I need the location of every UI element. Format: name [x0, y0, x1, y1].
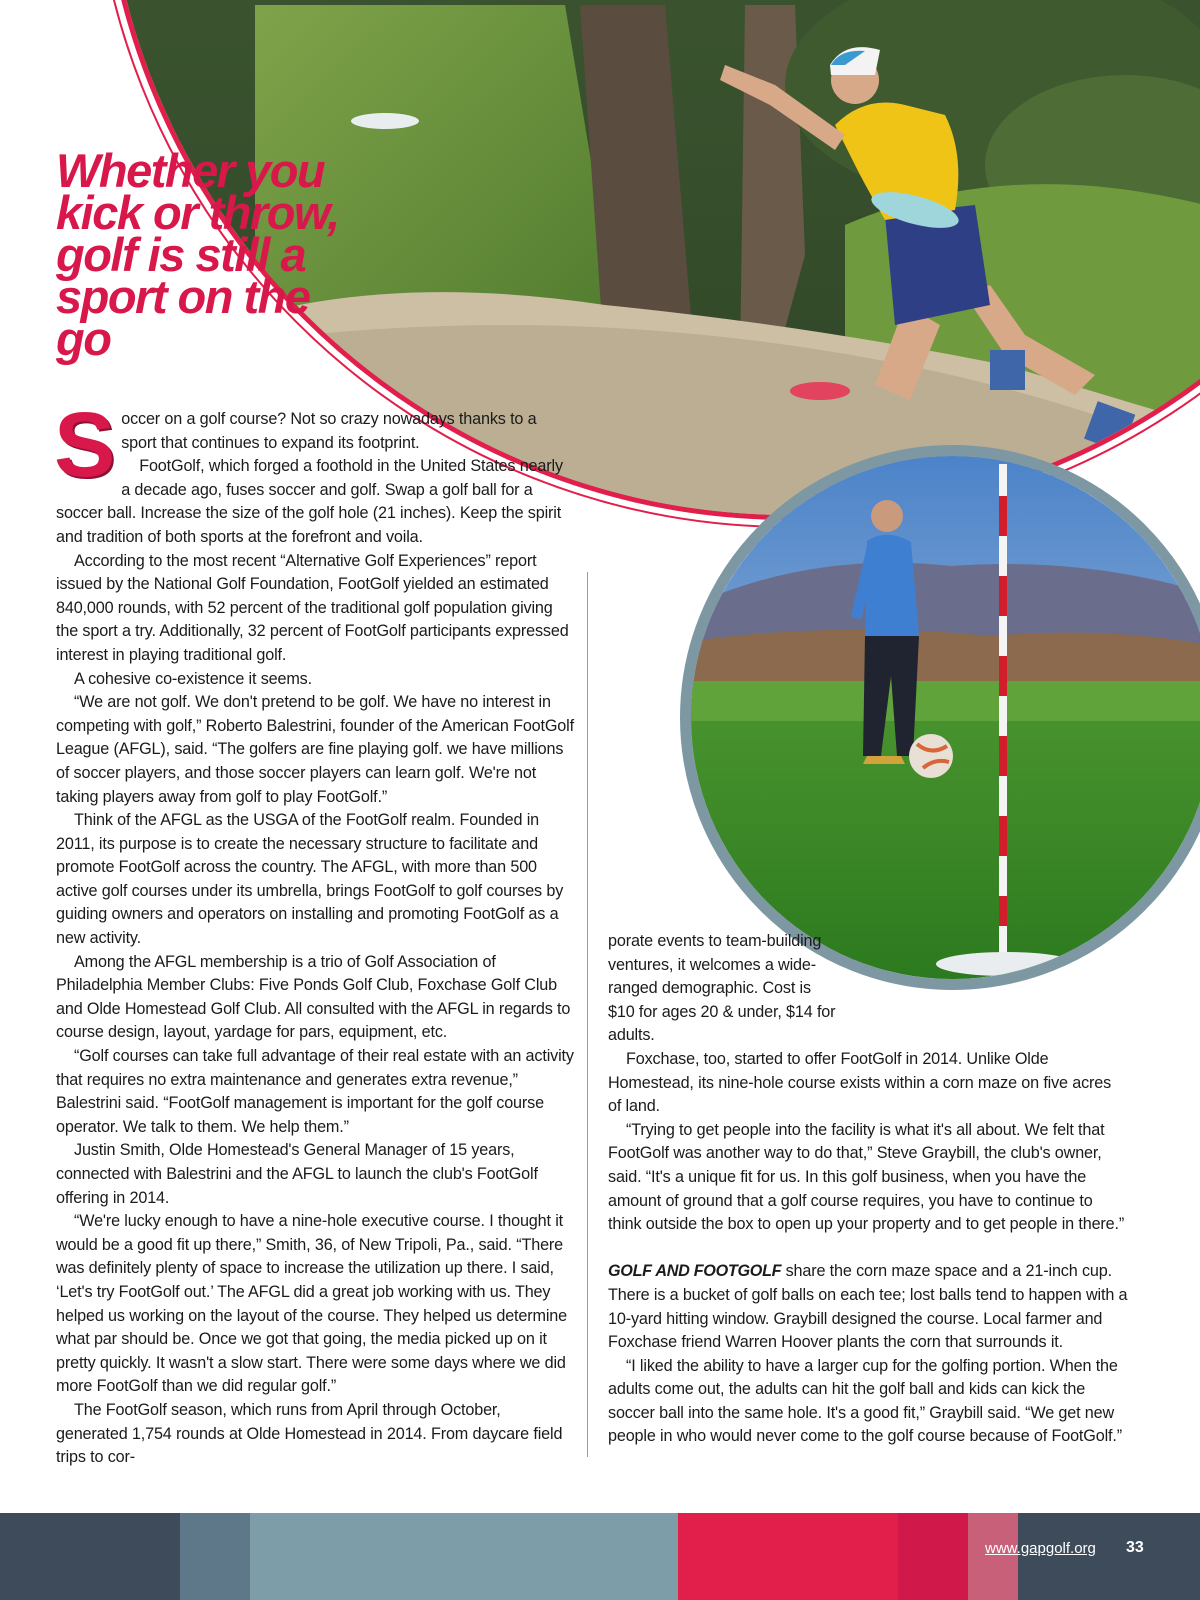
- footer-block: [0, 1513, 180, 1600]
- section-subhead: GOLF AND FOOTGOLF: [608, 1262, 782, 1281]
- intro-text: occer on a golf course? Not so crazy nowadays thanks to a sport that continues to expand its footprint.: [121, 410, 537, 452]
- subhead-text: share the corn maze space and a 21-inch cup. There is a bucket of golf balls on each tee; lost balls tend to happen with a 10-yard hitting window. Graybill designed the course. Local farmer and Foxchase friend Warren Hoover plants the corn that surrounds it.: [608, 1262, 1128, 1352]
- body-paragraph: “We're lucky enough to have a nine-hole executive course. I thought it would be a good fit up there,” Smith, 36, of New Tripoli, Pa., said. “There was definitely plenty of space to increase the utilization up there. I said, ‘Let's try FootGolf out.’ The AFGL did a great job working with us. They helped us working on the layout of the course. They helped us determine what par should be. Once we got that going, the media picked up on it pretty quickly. It wasn't a slow start. There were some days where we did more FootGolf than we did regular golf.”: [56, 1212, 567, 1396]
- drop-cap: S: [54, 394, 116, 496]
- body-paragraph: Think of the AFGL as the USGA of the FootGolf realm. Founded in 2011, its purpose is to create the necessary structure to facilitate and promote FootGolf across the country. The AFGL, with more than 500 active golf courses under its umbrella, brings FootGolf to golf courses by guiding owners and operators on installing and promoting FootGolf as a new activity.: [56, 811, 564, 948]
- section-spacer: [608, 1237, 1128, 1261]
- article-headline: Whether you kick or throw, golf is still a sport on the go: [56, 144, 339, 365]
- body-paragraph: According to the most recent “Alternative Golf Experiences” report issued by the National Golf Foundation, FootGolf yielded an estimated 840,000 rounds, with 52 percent of the traditional golf population giving the sport a try. Additionally, 32 percent of FootGolf participants expressed interest in playing traditional golf.: [56, 551, 569, 664]
- column-divider: [587, 572, 588, 1457]
- body-paragraph: FootGolf, which forged a foothold in the United States nearly a decade ago, fuses soccer and golf. Swap a golf ball for a soccer ball. Increase the size of the golf hole (21 inches). Keep the spirit and tradition of both sports at the forefront and voila.: [56, 457, 563, 546]
- body-paragraph: Foxchase, too, started to offer FootGolf in 2014. Unlike Olde Homestead, its nine-hole course exists within a corn maze on five acres of land.: [608, 1049, 1112, 1116]
- website-link[interactable]: www.gapgolf.org: [985, 1540, 1096, 1557]
- body-paragraph: A cohesive co-existence it seems.: [74, 669, 312, 688]
- body-paragraph: Among the AFGL membership is a trio of Golf Association of Philadelphia Member Clubs: Five Ponds Golf Club, Foxchase Golf Club and Olde Homestead Golf Club. All consulted with the AFGL in regards to course design, layout, yardage for pars, equipment, etc.: [56, 952, 571, 1042]
- continued-paragraph: porate events to team-building ventures, it welcomes a wide-ranged demographic. Cost is $10 for ages 20 & under, $14 for adults.: [608, 932, 836, 1045]
- body-paragraph: “Trying to get people into the facility is what it's all about. We felt that FootGolf was another way to do that,” Steve Graybill, the club's owner, said. “It's a unique fit for us. In this golf business, when you have the amount of ground that a golf course requires, you have to continue to think outside the box to open up your property and to get people in there.”: [608, 1120, 1125, 1234]
- intro-paragraph: [54, 394, 576, 496]
- footer-block: [180, 1513, 250, 1600]
- footer-block: [678, 1513, 898, 1600]
- footgolf-photo: [680, 445, 1200, 990]
- article-column-2: [608, 930, 1128, 1449]
- subhead-paragraph: [608, 1260, 1128, 1354]
- footer-block: [250, 1513, 678, 1600]
- body-paragraph: Justin Smith, Olde Homestead's General Manager of 15 years, connected with Balestrini and the AFGL to launch the club's FootGolf offering in 2014.: [56, 1141, 538, 1207]
- body-paragraph: “We are not golf. We don't pretend to be golf. We have no interest in competing with golf,” Roberto Balestrini, founder of the American FootGolf League (AFGL), said. “The golfers are fine playing golf. we have millions of soccer players, and those soccer players can learn golf. We're not taking players away from golf to play FootGolf.”: [56, 693, 574, 806]
- article-column-1: [54, 394, 576, 1470]
- body-paragraph: “Golf courses can take full advantage of their real estate with an activity that requires no extra maintenance and generates extra revenue,” Balestrini said. “FootGolf management is important for the golf course operator. We talk to them. We help them.”: [56, 1047, 574, 1136]
- footer-block: [898, 1513, 968, 1600]
- body-paragraph: “I liked the ability to have a larger cup for the golfing portion. When the adults come out, the adults can hit the golf ball and kids can kick the soccer ball into the same hole. It's a good fit,” Graybill said. “We get new people in who would never come to the golf course because of FootGolf.”: [608, 1356, 1122, 1446]
- body-paragraph: The FootGolf season, which runs from April through October, generated 1,754 rounds at Olde Homestead in 2014. From daycare field trips to cor-: [56, 1400, 563, 1467]
- page-number: 33: [1126, 1539, 1144, 1556]
